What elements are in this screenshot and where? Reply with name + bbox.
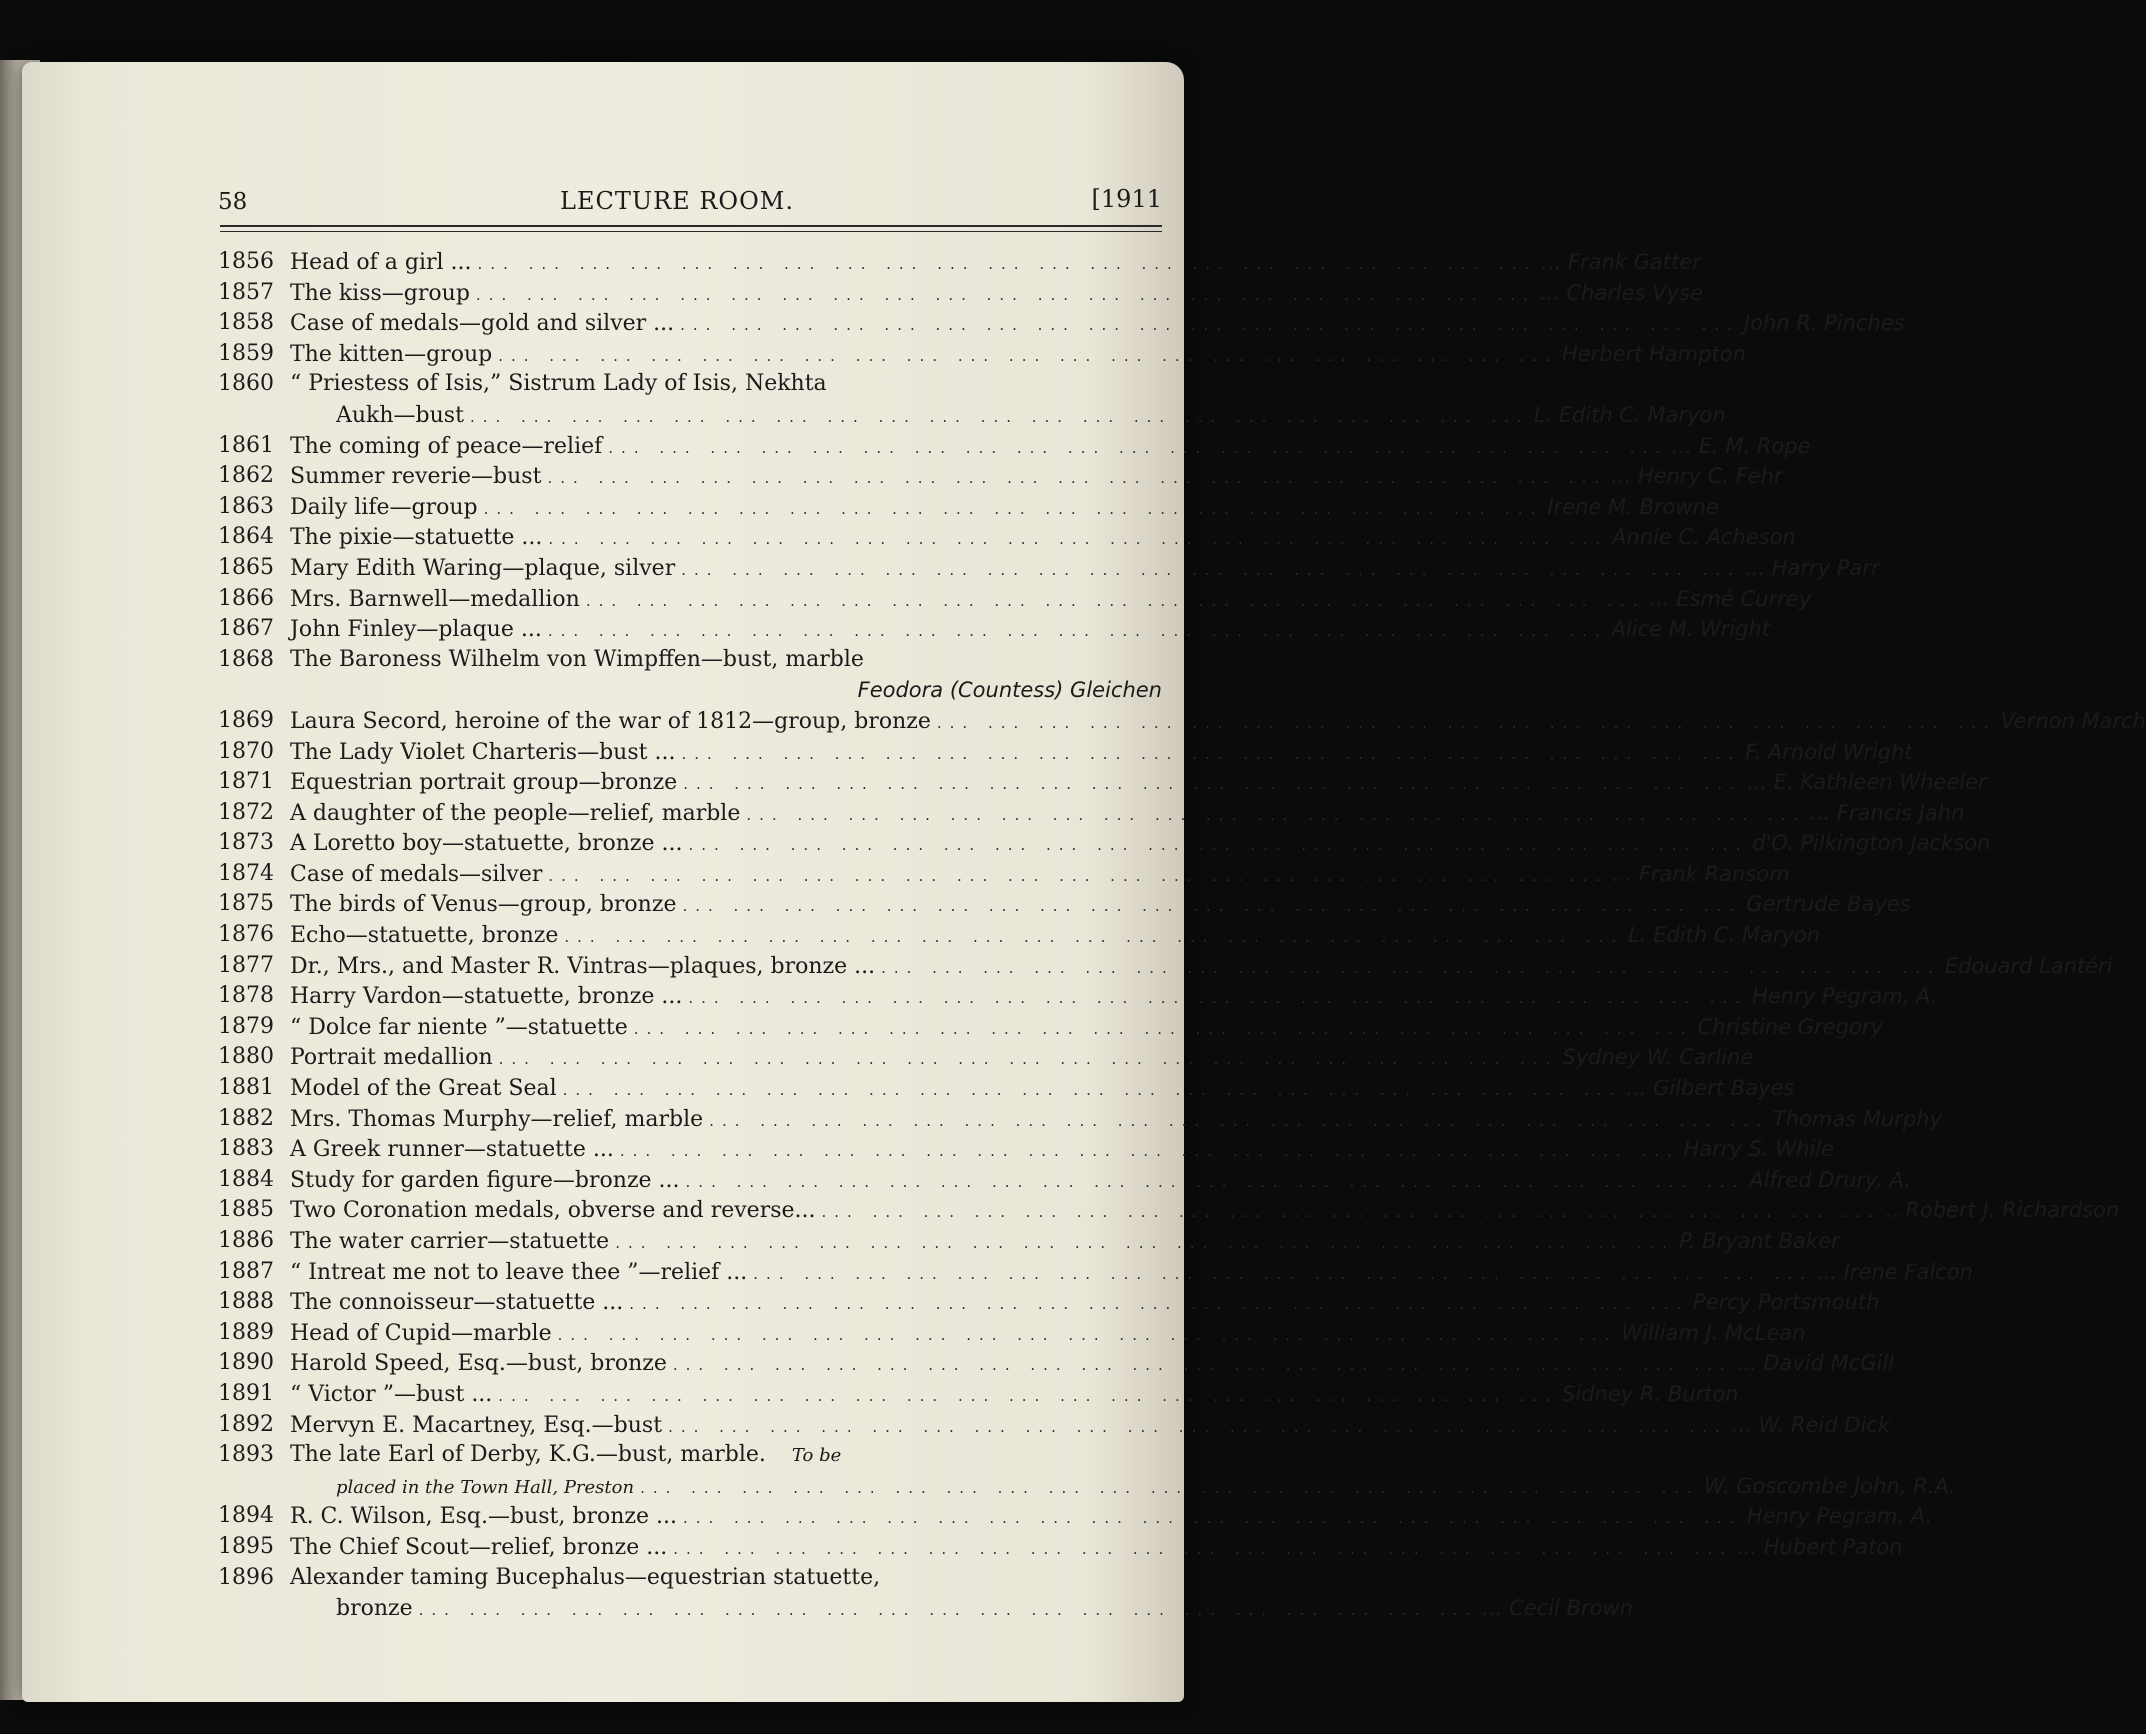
catalogue-entry (192, 798, 1965, 829)
entry-number: 1885 (218, 1197, 274, 1223)
entry-artist: Edouard Lantéri (1944, 953, 2113, 978)
catalogue-entry (192, 1257, 1973, 1288)
leader-dots (640, 1471, 1700, 1504)
entry-artist: Irene M. Browne (1547, 494, 1719, 519)
entry-artist: Henry Pegram, A. (1752, 984, 1938, 1009)
leader-dots (558, 1318, 1618, 1351)
entry-number: 1887 (218, 1258, 274, 1284)
entry-number: 1884 (218, 1166, 274, 1192)
entry-artist: ... Hubert Paton (1737, 1534, 1903, 1559)
entry-number: 1870 (218, 738, 274, 764)
entry-number: 1861 (218, 432, 274, 458)
leader-dots (680, 308, 1740, 341)
leader-dots (548, 614, 1608, 647)
entry-number: 1889 (218, 1319, 274, 1345)
entry-title: Mrs. Thomas Murphy—relief, marble (290, 1106, 704, 1132)
entry-number: 1877 (218, 952, 274, 978)
entry-title: The Lady Violet Charteris—bust ... (290, 739, 676, 765)
entry-artist: Sidney R. Burton (1562, 1381, 1739, 1406)
entry-number: 1862 (218, 463, 274, 489)
catalogue-entry (192, 1318, 1806, 1349)
entry-number: 1892 (218, 1411, 274, 1437)
entry-artist: d'O. Pilkington Jackson (1752, 831, 1991, 856)
leader-dots (673, 1532, 1733, 1565)
catalogue-entry (192, 1042, 1754, 1073)
entry-number: 1895 (218, 1533, 274, 1559)
catalogue-entry (192, 920, 1821, 951)
leader-dots (753, 1257, 1813, 1290)
entry-title: Mrs. Barnwell—medallion (290, 586, 580, 612)
entry-artist: ... Esmé Currey (1649, 586, 1812, 611)
leader-dots (498, 1379, 1558, 1412)
entry-title: Portrait medallion (290, 1045, 493, 1071)
leader-dots (608, 431, 1668, 464)
leader-dots (498, 339, 1558, 372)
entry-number: 1894 (218, 1503, 274, 1529)
entry-title: The Chief Scout—relief, bronze ... (290, 1534, 668, 1560)
entry-number: 1879 (218, 1013, 274, 1039)
leader-dots (564, 920, 1624, 953)
entry-artist: Christine Gregory (1697, 1014, 1883, 1039)
catalogue-list (192, 247, 2146, 1624)
entry-artist: ... Henry C. Fehr (1611, 464, 1783, 489)
leader-dots (746, 798, 1806, 831)
leader-dots (688, 981, 1748, 1014)
entry-title: The late Earl of Derby, K.G.—bust, marble. (290, 1442, 766, 1468)
entry-title: Laura Secord, heroine of the war of 1812—group, bronze (290, 708, 931, 734)
entry-artist: William J. McLean (1621, 1320, 1806, 1345)
entry-title: “ Priestess of Isis,” Sistrum Lady of Isis, Nekhta (290, 371, 827, 397)
leader-dots (548, 859, 1608, 892)
catalogue-entry (192, 951, 2113, 982)
leader-dots (681, 737, 1741, 770)
book-page (22, 62, 2146, 1702)
entry-artist: Alice M. Wright (1611, 617, 1770, 642)
entry-artist: F. Arnold Wright (1745, 739, 1913, 764)
catalogue-entry (192, 339, 1746, 370)
entry-title: Two Coronation medals, obverse and reverse... (290, 1198, 816, 1224)
entry-artist: ... E. Kathleen Wheeler (1746, 770, 1987, 795)
entry-number: 1896 (218, 1564, 274, 1590)
entry-title: “ Victor ”—bust ... (290, 1381, 493, 1407)
entry-artist: ... E. M. Rope (1672, 433, 1811, 458)
catalogue-entry (192, 1195, 2120, 1226)
entry-artist: Vernon March (2000, 708, 2146, 733)
entry-artist: Henry Pegram, A. (1746, 1504, 1933, 1529)
entry-artist: ... Irene Falcon (1817, 1259, 1973, 1284)
entry-number: 1886 (218, 1228, 274, 1253)
entry-title: Dr., Mrs., and Master R. Vintras—plaques, bronze ... (290, 953, 876, 979)
catalogue-entry (192, 645, 1162, 706)
entry-number: 1881 (218, 1075, 274, 1101)
leader-dots (476, 278, 1536, 311)
catalogue-entry (192, 584, 1812, 615)
entry-artist: ... W. Reid Dick (1731, 1412, 1890, 1437)
catalogue-entry (192, 1134, 1834, 1165)
entry-number: 1873 (218, 830, 274, 856)
catalogue-entry (192, 1563, 1633, 1624)
entry-number: 1871 (218, 769, 274, 795)
entry-title: The connoisseur—statuette ... (290, 1290, 624, 1316)
entry-artist: Herbert Hampton (1561, 341, 1746, 366)
entry-title: Model of the Great Seal (290, 1076, 557, 1102)
entry-title: A daughter of the people—relief, marble (290, 800, 741, 826)
entry-title-continued: Aukh—bust (336, 402, 464, 428)
entry-title: Echo—statuette, bronze (290, 923, 559, 949)
entry-title: Harold Speed, Esq.—bust, bronze (290, 1351, 667, 1377)
leader-dots (470, 400, 1530, 433)
entry-number: 1893 (218, 1442, 274, 1468)
catalogue-entry (192, 767, 1987, 798)
entry-title: Harry Vardon—statuette, bronze ... (290, 984, 683, 1010)
year-mark: [1911 (1091, 185, 1162, 213)
leader-dots (683, 1501, 1743, 1534)
leader-dots (629, 1287, 1689, 1320)
entry-number: 1865 (218, 554, 274, 580)
entry-number: 1867 (218, 616, 274, 642)
entry-title: A Greek runner—statuette ... (290, 1137, 614, 1163)
catalogue-entry (192, 614, 1770, 645)
entry-title: Head of Cupid—marble (290, 1320, 552, 1346)
entry-artist: Feodora (Countess) Gleichen (857, 678, 1162, 703)
entry-number: 1876 (218, 922, 274, 948)
catalogue-entry (192, 1226, 1840, 1257)
leader-dots (499, 1042, 1559, 1075)
entry-artist: ...Robert J. Richardson (1885, 1198, 2120, 1223)
page-number: 58 (218, 189, 248, 215)
entry-title: Case of medals—silver (290, 861, 543, 887)
entry-title: The birds of Venus—group, bronze (290, 892, 677, 918)
entry-title: Mervyn E. Macartney, Esq.—bust (290, 1412, 663, 1438)
entry-number: 1868 (218, 646, 274, 672)
entry-title: The water carrier—statuette (290, 1229, 610, 1254)
entry-number: 1880 (218, 1044, 274, 1070)
catalogue-entry (192, 492, 1719, 523)
page-content (192, 177, 2146, 1624)
leader-dots (484, 492, 1544, 525)
running-title: LECTURE ROOM. (560, 187, 794, 215)
entry-number: 1856 (218, 249, 274, 274)
entry-artist: Gertrude Bayes (1746, 892, 1911, 917)
catalogue-entry (192, 1501, 1933, 1532)
entry-title: Mary Edith Waring—plaque, silver (290, 555, 676, 581)
entry-title: “ Intreat me not to leave thee ”—relief ... (290, 1259, 748, 1285)
leader-dots (478, 247, 1538, 280)
entry-number: 1883 (218, 1136, 274, 1162)
entry-title: Head of a girl ... (290, 250, 472, 275)
entry-number: 1863 (218, 493, 274, 519)
entry-title: “ Dolce far niente ”—statuette (290, 1014, 628, 1040)
entry-number: 1890 (218, 1350, 274, 1376)
leader-dots (881, 951, 1941, 984)
entry-title: Equestrian portrait group—bronze (290, 770, 678, 796)
entry-title: Daily life—group (290, 494, 478, 520)
entry-title: Study for garden figure—bronze ... (290, 1167, 680, 1193)
entry-artist: Thomas Murphy (1772, 1106, 1942, 1131)
catalogue-entry (192, 981, 1938, 1012)
catalogue-entry (192, 1348, 1895, 1379)
entry-number: 1858 (218, 310, 274, 336)
entry-artist: ... Charles Vyse (1539, 280, 1703, 305)
entry-title: The pixie—statuette ... (290, 525, 543, 551)
leader-dots (682, 889, 1742, 922)
entry-number: 1859 (218, 340, 274, 366)
leader-dots (586, 584, 1646, 617)
entry-title: A Loretto boy—statuette, bronze ... (290, 831, 683, 857)
entry-number: 1860 (218, 371, 274, 397)
entry-title: Alexander taming Bucephalus—equestrian statuette, (290, 1564, 881, 1590)
catalogue-entry (192, 1410, 1890, 1441)
entry-artist: ... Frank Ransom (1612, 861, 1790, 886)
catalogue-entry (192, 278, 1703, 309)
entry-title-continued: bronze (336, 1596, 413, 1622)
catalogue-entry (192, 1379, 1739, 1410)
entry-artist: P. Bryant Baker (1678, 1229, 1840, 1253)
entry-number: 1875 (218, 891, 274, 917)
leader-dots (937, 706, 1997, 739)
entry-title: The Baroness Wilhelm von Wimpffen—bust, marble (290, 646, 864, 672)
entry-artist: ... Cecil Brown (1482, 1596, 1633, 1621)
leader-dots (686, 1165, 1746, 1198)
entry-artist: ... Harry Parr (1744, 555, 1880, 580)
catalogue-entry (192, 247, 1701, 278)
catalogue-entry (192, 461, 1783, 492)
leader-dots (822, 1195, 1882, 1228)
catalogue-entry (192, 706, 2146, 737)
leader-dots (615, 1226, 1675, 1259)
entry-title: Summer reverie—bust (290, 464, 542, 490)
header-rule (220, 225, 1162, 232)
leader-dots (689, 828, 1749, 861)
entry-title: R. C. Wilson, Esq.—bust, bronze ... (290, 1504, 677, 1530)
catalogue-entry (192, 308, 1905, 339)
catalogue-entry (192, 522, 1796, 553)
catalogue-entry (192, 1012, 1883, 1043)
entry-note: To be (791, 1445, 842, 1467)
entry-artist: Percy Portsmouth (1693, 1290, 1880, 1315)
catalogue-entry (192, 1104, 1942, 1135)
entry-title: John Finley—plaque ... (290, 617, 542, 643)
entry-artist: Sydney W. Carline (1562, 1045, 1754, 1070)
leader-dots (681, 553, 1741, 586)
leader-dots (548, 522, 1608, 555)
entry-artist: W. Goscombe John, R.A. (1703, 1473, 1956, 1498)
leader-dots (620, 1134, 1680, 1167)
entry-number: 1869 (218, 707, 274, 733)
entry-number: 1874 (218, 860, 274, 886)
entry-artist: ... Francis Jahn (1810, 800, 1965, 825)
leader-dots (419, 1593, 1479, 1626)
entry-artist: ... David McGill (1736, 1351, 1895, 1376)
entry-number: 1872 (218, 799, 274, 825)
entry-artist: Annie C. Acheson (1612, 525, 1796, 550)
catalogue-entry (192, 737, 1913, 768)
entry-title: The kiss—group (290, 280, 470, 306)
page-header (192, 177, 1162, 217)
entry-number: 1857 (218, 279, 274, 305)
entry-artist: John R. Pinches (1743, 311, 1905, 336)
entry-artist: ... Frank Gatter (1541, 250, 1701, 274)
entry-title: Case of medals—gold and silver ... (290, 311, 675, 337)
entry-title: The coming of peace—relief (290, 433, 603, 459)
entry-artist: Alfred Drury, A. (1749, 1167, 1911, 1192)
catalogue-entry (192, 1073, 1795, 1104)
entry-number: 1866 (218, 585, 274, 611)
catalogue-entry (192, 1165, 1911, 1196)
catalogue-entry (192, 1440, 1956, 1501)
catalogue-entry (192, 431, 1811, 462)
entry-title-continued: placed in the Town Hall, Preston (336, 1476, 635, 1498)
entry-title: The kitten—group (290, 341, 493, 367)
leader-dots (563, 1073, 1623, 1106)
entry-artist: ... Gilbert Bayes (1626, 1076, 1795, 1101)
leader-dots (709, 1104, 1769, 1137)
catalogue-entry (192, 828, 1991, 859)
catalogue-entry (192, 859, 1790, 890)
entry-number: 1888 (218, 1289, 274, 1315)
entry-artist: Harry S. While (1683, 1137, 1834, 1162)
entry-number: 1864 (218, 524, 274, 550)
leader-dots (668, 1410, 1728, 1443)
catalogue-entry (192, 553, 1880, 584)
catalogue-entry (192, 889, 1911, 920)
leader-dots (634, 1012, 1694, 1045)
catalogue-entry (192, 1532, 1903, 1563)
entry-number: 1882 (218, 1105, 274, 1131)
catalogue-entry (192, 1287, 1880, 1318)
entry-number: 1878 (218, 983, 274, 1009)
leader-dots (547, 461, 1607, 494)
entry-artist: L. Edith C. Maryon (1533, 402, 1726, 427)
entry-artist: L. Edith C. Maryon (1628, 923, 1821, 948)
catalogue-entry (192, 369, 1726, 430)
leader-dots (683, 767, 1743, 800)
leader-dots (673, 1348, 1733, 1381)
entry-number: 1891 (218, 1380, 274, 1406)
